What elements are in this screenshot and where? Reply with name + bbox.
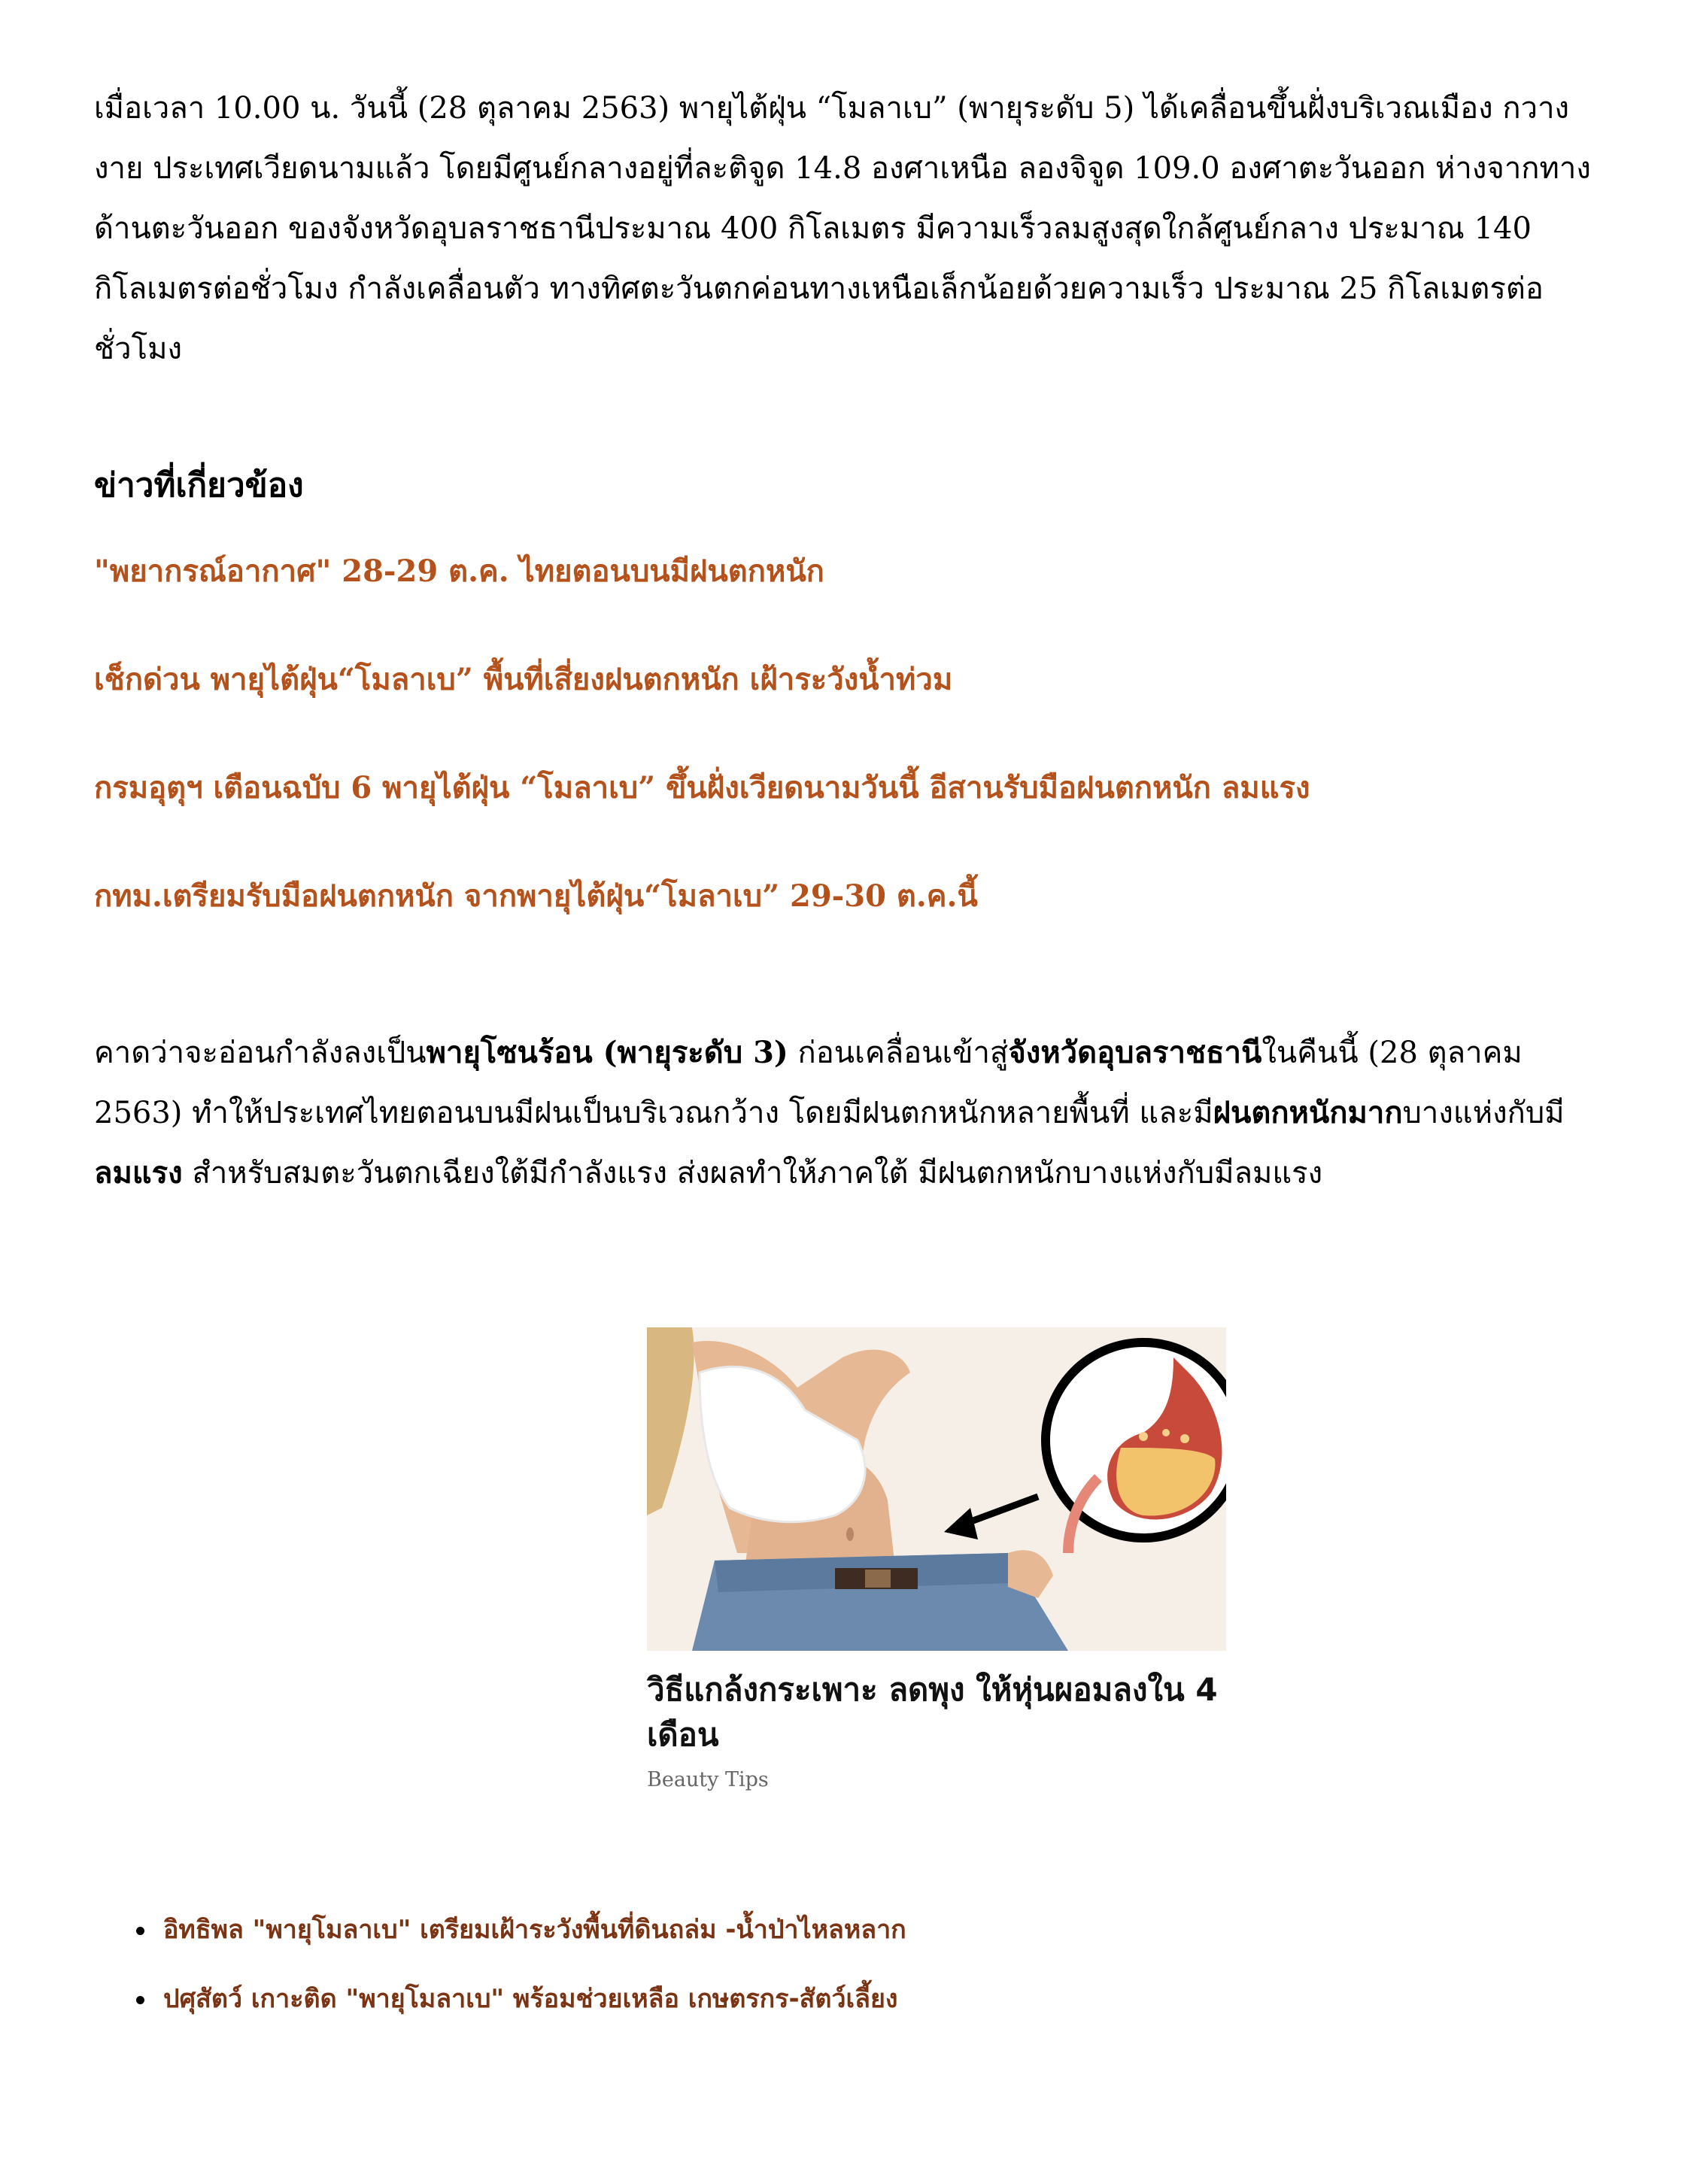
paragraph-bold-text: พายุโซนร้อน (พายุระดับ 3) [426,1035,788,1070]
related-news-list [94,541,1595,975]
paragraph-text: คาดว่าจะอ่อนกำลังลงเป็น [94,1036,427,1070]
ad-source: Beauty Tips [647,1768,769,1791]
article-paragraph-1: เมื่อเวลา 10.00 น. วันนี้ (28 ตุลาคม 2563) พายุไต้ฝุ่น “โมลาเบ” (พายุระดับ 5) ได้เคลื่อนขึ้นฝั่งบริเวณเมือง กวางงาย ประเทศเวียดนามแล้ว โดยมีศูนย์กลางอยู่ที่ละติจูด 14.8 องศาเหนือ ลองจิจูด 109.0 องศาตะวันออก ห่างจากทางด้านตะวันออก ของจังหวัดอุบลราชธานีประมาณ 400 กิโลเมตร มีความเร็วลมสูงสุดใกล้ศูนย์กลาง ประมาณ 140 กิโลเมตรต่อชั่วโมง กำลังเคลื่อนตัว ทางทิศตะวันตกค่อนทางเหนือเล็กน้อยด้วยความเร็ว ประมาณ 25 กิโลเมตรต่อชั่วโมง [94,91,1591,366]
paragraph-bold-text: จังหวัดอุบลราชธานี [1008,1035,1262,1070]
related-news-link[interactable]: กรมอุตุฯ เตือนฉบับ 6 พายุไต้ฝุ่น “โมลาเบ” ขึ้นฝั่งเวียดนามวันนี้ อีสานรับมือฝนตกหนัก ลมแรง [94,770,1310,805]
paragraph-bold-text: ลมแรง [94,1155,183,1191]
paragraph-bold-text: ฝนตกหนักมาก [1213,1095,1403,1130]
sponsored-ad[interactable] [647,1327,1226,1791]
bullet-dot-icon [136,1996,144,2004]
paragraph-text: ก่อนเคลื่อนเข้าสู่ [788,1036,1009,1070]
paragraph-text: ในคืนนี้ (28 ตุลาคม 2563) ทำให้ประเทศไทยตอนบนมีฝนเป็นบริเวณกว้าง โดยมีฝนตกหนักหลายพื้นที่ และมี [94,1036,1523,1130]
related-news-heading: ข่าวที่เกี่ยวข้อง [94,466,304,505]
paragraph-text: บางแห่งกับมี [1402,1096,1565,1130]
bullet-link[interactable]: ปศุสัตว์ เกาะติด "พายุโมลาเบ" พร้อมช่วยเหลือ เกษตรกร-สัตว์เลี้ยง [163,1984,898,2014]
related-news-link[interactable]: เช็กด่วน พายุไต้ฝุ่น“โมลาเบ” พื้นที่เสี่ยงฝนตกหนัก เฝ้าระวังน้ำท่วม [94,662,953,697]
bullet-link-list [139,1907,906,2046]
list-item [139,1907,906,1976]
bullet-dot-icon [136,1927,144,1935]
article-paragraph-2 [94,1023,1595,1203]
paragraph-text: สำหรับสมตะวันตกเฉียงใต้มีกำลังแรง ส่งผลทำให้ภาคใต้ มีฝนตกหนักบางแห่งกับมีลมแรง [182,1156,1323,1191]
related-news-link[interactable]: "พยากรณ์อากาศ" 28-29 ต.ค. ไทยตอนบนมีฝนตกหนัก [94,554,824,589]
ad-image[interactable] [647,1327,1226,1651]
ad-title[interactable]: วิธีแกล้งกระเพาะ ลดพุง ให้หุ่นผอมลงใน 4 เดือน [647,1671,1218,1753]
related-news-link[interactable]: กทม.เตรียมรับมือฝนตกหนัก จากพายุไต้ฝุ่น“โมลาเบ” 29-30 ต.ค.นี้ [94,878,978,914]
list-item [139,1976,906,2046]
bullet-link[interactable]: อิทธิพล "พายุโมลาเบ" เตรียมเฝ้าระวังพื้นที่ดินถล่ม -น้ำป่าไหลหลาก [163,1915,906,1945]
